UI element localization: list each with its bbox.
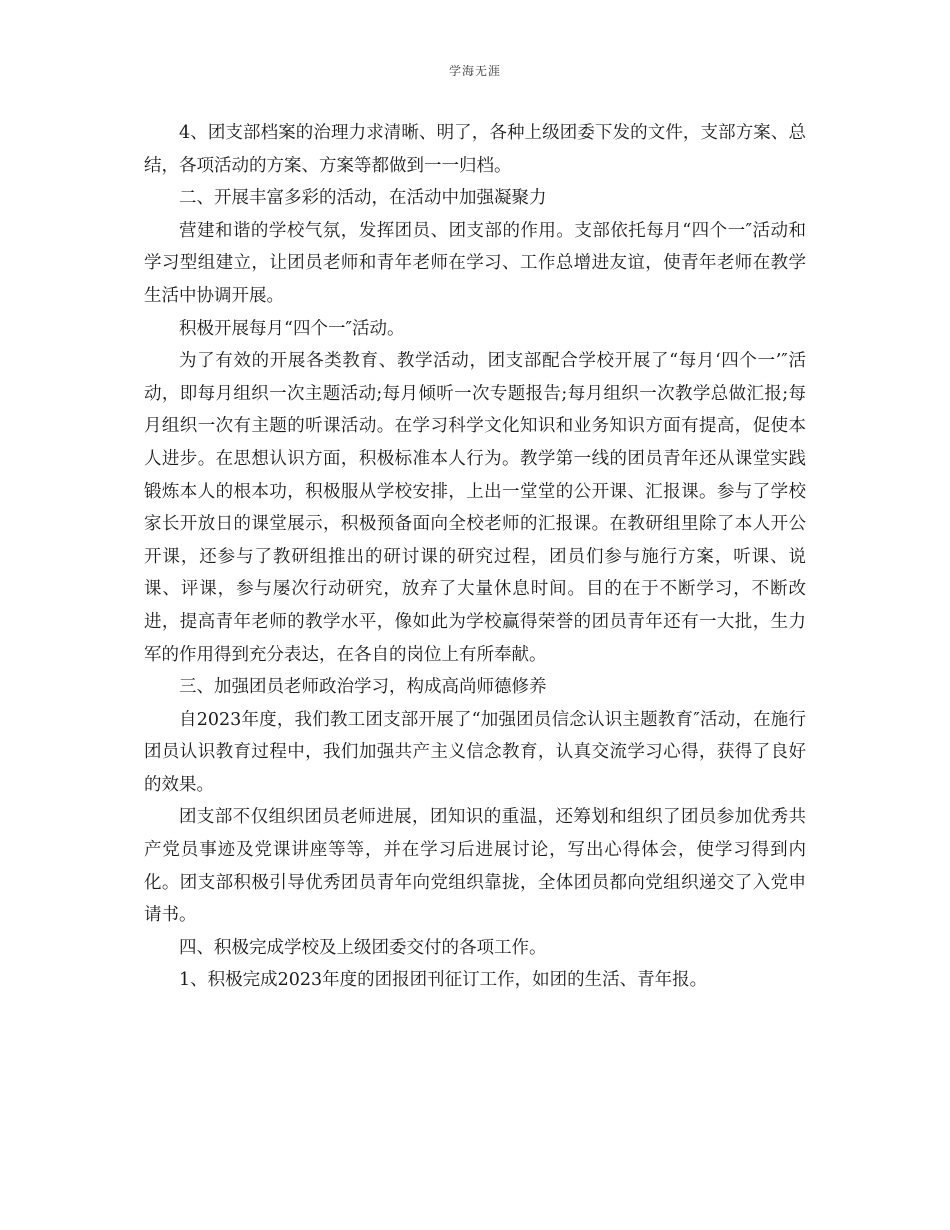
section-heading-tasks: 四、积极完成学校及上级团委交付的各项工作。: [179, 937, 547, 958]
section-heading-political-study: 三、加强团员老师政治学习，构成高尚师德修养: [179, 677, 547, 698]
paragraph-school-atmosphere: 营建和谐的学校气氛，发挥团员、团支部的作用。支部依托每月“四个一″活动和学习型组建立，让团员老师和青年老师在学习、工作总增进友谊，使青年老师在教学生活中协调开展。: [144, 220, 806, 306]
paragraph-teaching-activities: 为了有效的开展各类教育、教学活动，团支部配合学校开展了“每月‘四个一’″活动，即每月组织一次主题活动;每月倾听一次专题报告;每月组织一次教学总做汇报;每月组织一次有主题的听课活动。在学习科学文化知识和业务知识方面有提高，促使本人进步。在思想认识方面，积极标准本人行为。教学第一线的团员青年还从课堂实践锻炼本人的根本功，积极服从学校安排，上出一堂堂的公开课、汇报课。参与了学校家长开放日的课堂展示，积极预备面向全校老师的汇报课。在教研组里除了本人开公开课，还参与了教研组推出的研讨课的研究过程，团员们参与施行方案，听课、说课、评课，参与屡次行动研究，放弃了大量休息时间。目的在于不断学习，不断改进，提高青年老师的教学水平，像如此为学校赢得荣誉的团员青年还有一大批，生力军的作用得到充分表达，在各自的岗位上有所奉献。: [144, 351, 806, 665]
paragraph-newspaper-subscription: 1、积极完成2023年度的团报团刊征订工作，如团的生活、青年报。: [179, 970, 708, 991]
document-body: [144, 117, 806, 997]
paragraph-archive-management: 4、团支部档案的治理力求清晰、明了，各种上级团委下发的文件，支部方案、总结，各项活动的方案、方案等都做到一一归档。: [144, 123, 806, 176]
page-header: 学海无涯: [448, 64, 501, 78]
section-heading-activities: 二、开展丰富多彩的活动，在活动中加强凝聚力: [179, 188, 547, 209]
paragraph-party-knowledge: 团支部不仅组织团员老师进展，团知识的重温，还筹划和组织了团员参加优秀共产党员事迹及党课讲座等等，并在学习后进展讨论，写出心得体会，使学习得到内化。团支部积极引导优秀团员青年向党组织靠拢，全体团员都向党组织递交了入党申请书。: [144, 807, 806, 926]
paragraph-belief-education: 自2023年度，我们教工团支部开展了“加强团员信念认识主题教育″活动，在施行团员认识教育过程中，我们加强共产主义信念教育，认真交流学习心得，获得了良好的效果。: [144, 709, 806, 795]
paragraph-monthly-four-ones: 积极开展每月“四个一″活动。: [179, 318, 405, 339]
